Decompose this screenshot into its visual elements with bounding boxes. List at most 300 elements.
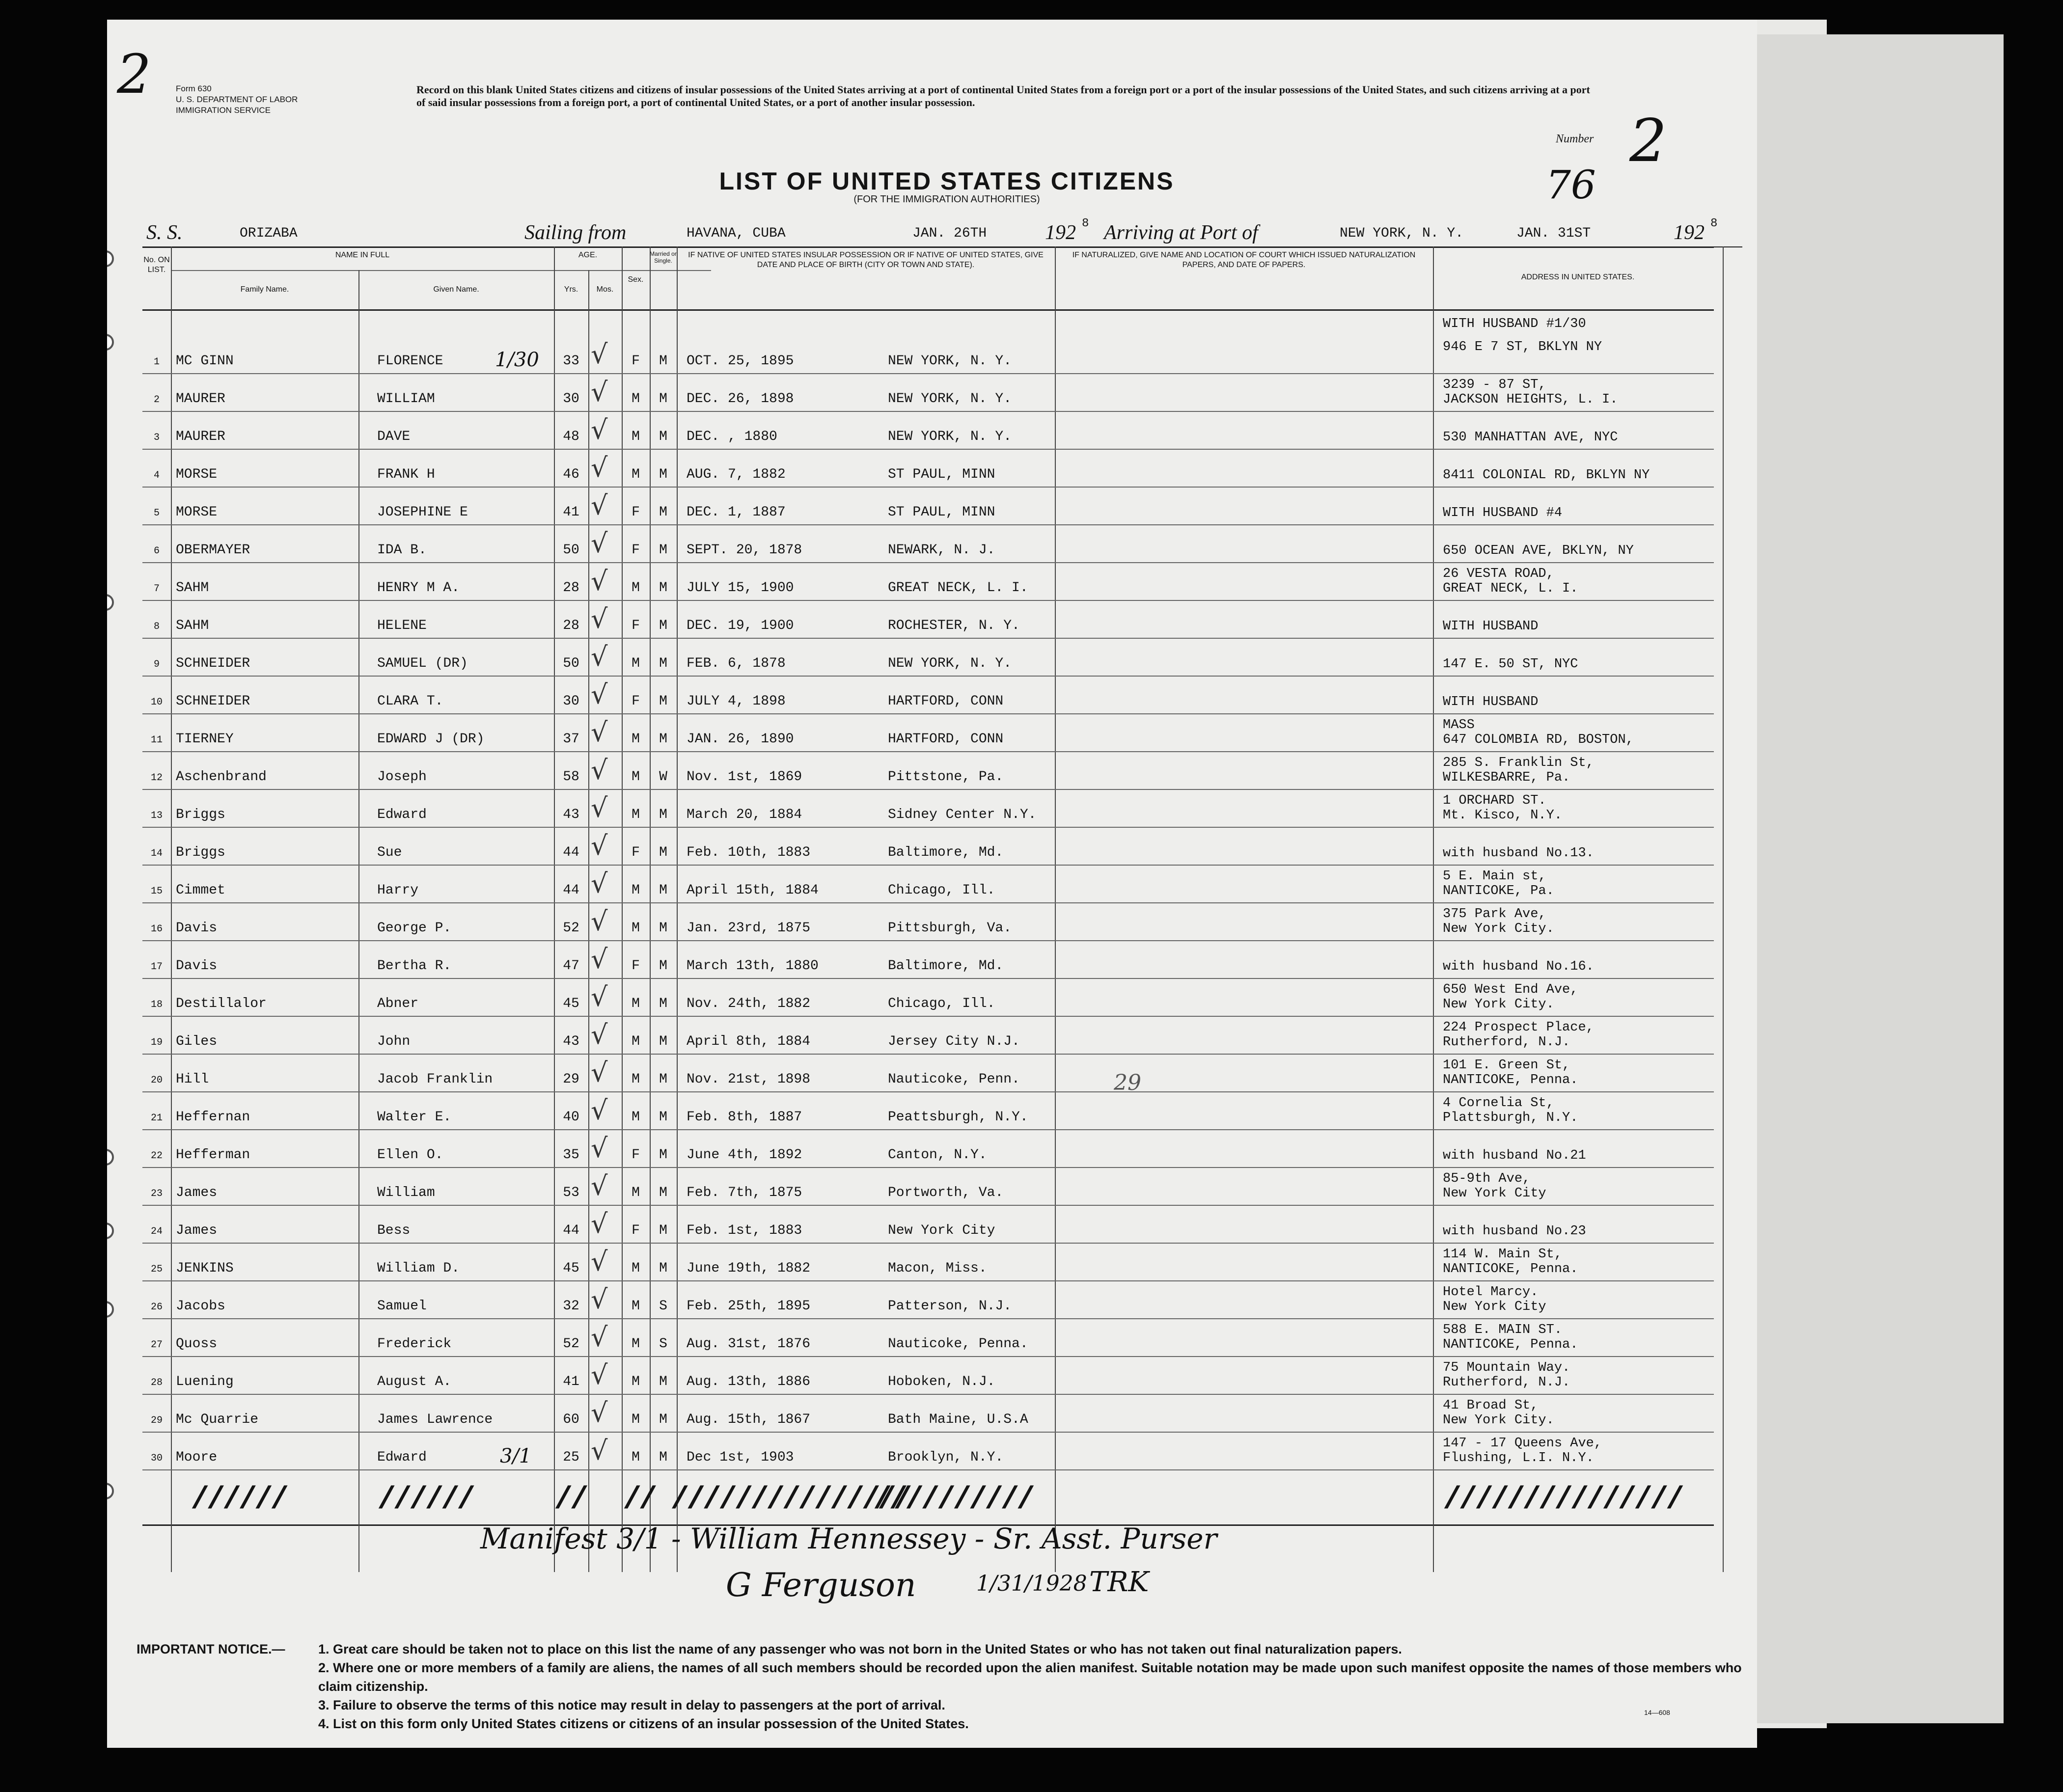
cell-sex: M: [632, 429, 640, 444]
cell-no: 6: [153, 545, 160, 557]
cell-address-line2: WITH HUSBAND: [1443, 619, 1539, 634]
cell-ms: M: [659, 391, 667, 407]
cell-place: NEW YORK, N. Y.: [888, 429, 1012, 444]
ticks-given: //////: [377, 1483, 473, 1518]
cell-no: 3: [153, 432, 160, 443]
cell-place: ROCHESTER, N. Y.: [888, 618, 1020, 633]
row-rule: [142, 751, 1714, 752]
year2-suffix: 8: [1710, 217, 1718, 230]
cell-family: MAURER: [176, 429, 225, 444]
manifest-note: Manifest 3/1 - William Hennessey - Sr. Asst. Purser: [480, 1522, 1217, 1555]
cell-place: Canton, N.Y.: [888, 1147, 987, 1163]
cell-given: DAVE: [377, 429, 411, 444]
cell-age: 40: [563, 1110, 579, 1125]
cell-address-line1: 946 E 7 ST, BKLYN NY: [1443, 340, 1602, 354]
cell-age: 25: [563, 1450, 579, 1465]
cell-given: HELENE: [377, 618, 427, 633]
cell-ms: M: [659, 656, 667, 671]
cell-given: Bess: [377, 1223, 411, 1238]
punch-hole: [107, 1149, 114, 1166]
cell-age: 53: [563, 1185, 579, 1200]
cell-address-line2: NANTICOKE, Penna.: [1443, 1073, 1578, 1087]
checkmark-icon: √: [591, 1133, 608, 1164]
cell-no: 30: [150, 1453, 163, 1464]
cell-sex: F: [632, 618, 640, 633]
ticks-family: //////: [191, 1483, 286, 1518]
cell-dob: DEC. 26, 1898: [687, 391, 794, 407]
cell-family: Hill: [176, 1072, 209, 1087]
cell-sex: M: [632, 769, 640, 785]
handwritten-2-mark: 2: [117, 43, 151, 106]
cell-sex: F: [632, 1147, 640, 1163]
cell-ms: M: [659, 467, 667, 482]
cell-given: Samuel: [377, 1299, 427, 1314]
cell-sex: F: [632, 505, 640, 520]
cell-place: NEWARK, N. J.: [888, 543, 995, 558]
cell-family: Giles: [176, 1034, 218, 1049]
cell-given: EDWARD J (DR): [377, 732, 485, 747]
cell-address-line2: WILKESBARRE, Pa.: [1443, 770, 1570, 785]
number-value: 2: [1629, 107, 1667, 175]
cell-no: 28: [150, 1377, 163, 1388]
cell-place: Chicago, Ill.: [888, 996, 995, 1011]
ticks-place: //////////: [873, 1483, 1033, 1518]
cell-no: 25: [150, 1264, 163, 1275]
cell-family: Quoss: [176, 1336, 218, 1352]
col-mos: Mos.: [596, 285, 614, 294]
checkmark-icon: √: [591, 792, 608, 823]
col-sex: Sex.: [628, 275, 644, 284]
cell-given: HENRY M A.: [377, 580, 460, 596]
cell-age: 58: [563, 769, 579, 785]
cell-no: 27: [150, 1339, 163, 1351]
checkmark-icon: √: [591, 1284, 608, 1315]
row-rule: [142, 1280, 1714, 1281]
cell-family: James: [176, 1223, 218, 1238]
cell-family: Cimmet: [176, 883, 225, 898]
cell-place: Hoboken, N.J.: [888, 1374, 995, 1389]
cell-no: 11: [150, 734, 163, 746]
cell-address-line1: 85-9th Ave,: [1443, 1171, 1531, 1186]
cell-place: Brooklyn, N.Y.: [888, 1450, 1004, 1465]
cell-address-line1: MASS: [1443, 718, 1475, 733]
cell-sex: M: [632, 1299, 640, 1314]
cell-no: 1: [153, 356, 160, 368]
cell-address-line1: 41 Broad St,: [1443, 1398, 1539, 1413]
cell-no: 24: [150, 1226, 163, 1237]
cell-no: 15: [150, 886, 163, 897]
cell-ms: M: [659, 1147, 667, 1163]
cell-dob: April 15th, 1884: [687, 883, 819, 898]
cell-dob: DEC. 19, 1900: [687, 618, 794, 633]
cell-place: Pittstone, Pa.: [888, 769, 1004, 785]
cell-sex: F: [632, 958, 640, 974]
cell-age: 47: [563, 958, 579, 974]
cell-address-line1: 375 Park Ave,: [1443, 907, 1546, 922]
punch-hole: [107, 594, 114, 611]
checkmark-icon: √: [591, 414, 608, 445]
cell-dob: March 20, 1884: [687, 807, 802, 822]
cell-ms: M: [659, 618, 667, 633]
notice-item: 1. Great care should be taken not to place on this list the name of any passenger who was not born in the United States or who has not taken out final naturalization papers.: [318, 1642, 1402, 1656]
cell-age: 41: [563, 505, 579, 520]
checkmark-icon: √: [591, 944, 608, 975]
cell-given: William: [377, 1185, 435, 1200]
instruction-text: Record on this blank United States citizens and citizens of insular possessions of the United States arriving at a port of continental United States from a foreign port or a port of the insular possessions of the United States, and such citizens arriving at a port of said insular possessions from a foreign port, a port of continental United States, or a port of another insular possession.: [416, 83, 1590, 109]
checkmark-icon: √: [591, 755, 608, 786]
checkmark-icon: √: [591, 641, 608, 672]
cell-place: Bath Maine, U.S.A: [888, 1412, 1028, 1427]
cell-dob: Nov. 24th, 1882: [687, 996, 811, 1011]
ticks-age: //: [554, 1483, 586, 1518]
cell-place: HARTFORD, CONN: [888, 694, 1004, 709]
cell-ms: M: [659, 958, 667, 974]
cell-ms: M: [659, 429, 667, 444]
cell-ms: M: [659, 1261, 667, 1276]
cell-address-line1: 101 E. Green St,: [1443, 1058, 1570, 1073]
cell-no: 14: [150, 848, 163, 859]
cell-family: MORSE: [176, 467, 218, 482]
cell-dob: Feb. 7th, 1875: [687, 1185, 802, 1200]
cell-sex: M: [632, 883, 640, 898]
cell-place: Chicago, Ill.: [888, 883, 995, 898]
from-port: HAVANA, CUBA: [687, 226, 786, 241]
cell-sex: M: [632, 1185, 640, 1200]
cell-age: 29: [563, 1072, 579, 1087]
cell-place: Sidney Center N.Y.: [888, 807, 1037, 822]
cell-no: 12: [150, 772, 163, 784]
cell-address-line1: 4 Cornelia St,: [1443, 1096, 1554, 1111]
cell-no: 16: [150, 923, 163, 935]
cell-sex: M: [632, 467, 640, 482]
cell-sex: M: [632, 391, 640, 407]
cell-no: 26: [150, 1302, 163, 1313]
cell-place: NEW YORK, N. Y.: [888, 656, 1012, 671]
mark-29: 29: [1114, 1070, 1141, 1095]
cell-ms: M: [659, 694, 667, 709]
cell-dob: JULY 15, 1900: [687, 580, 794, 596]
row-rule: [142, 865, 1714, 866]
cell-ms: M: [659, 1110, 667, 1125]
checkmark-icon: √: [591, 1359, 608, 1390]
cell-place: Jersey City N.J.: [888, 1034, 1020, 1049]
checkmark-icon: √: [591, 1322, 608, 1353]
arrive-date: JAN. 31ST: [1516, 226, 1591, 241]
cell-address-line2: New York City.: [1443, 922, 1554, 936]
cell-ms: M: [659, 732, 667, 747]
cell-sex: M: [632, 580, 640, 596]
cell-given: Frederick: [377, 1336, 452, 1352]
cell-given: Bertha R.: [377, 958, 452, 974]
cell-dob: Nov. 21st, 1898: [687, 1072, 811, 1087]
checkmark-icon: √: [591, 906, 608, 937]
cell-family: Heffernan: [176, 1110, 250, 1125]
col-given: Given Name.: [433, 285, 479, 294]
cell-address-line1: 114 W. Main St,: [1443, 1247, 1563, 1262]
cell-age: 50: [563, 656, 579, 671]
cell-age: 37: [563, 732, 579, 747]
cell-ms: M: [659, 807, 667, 822]
row-rule: [142, 1356, 1714, 1357]
cell-dob: Aug. 31st, 1876: [687, 1336, 811, 1352]
cell-given: John: [377, 1034, 411, 1049]
cell-family: SAHM: [176, 580, 209, 596]
cell-no: 5: [153, 508, 160, 519]
cell-dob: JULY 4, 1898: [687, 694, 786, 709]
cell-address-line2: 147 E. 50 ST, NYC: [1443, 657, 1578, 672]
cell-address-line2: with husband No.13.: [1443, 846, 1594, 861]
cell-dob: Feb. 1st, 1883: [687, 1223, 802, 1238]
number-label: Number: [1556, 133, 1594, 145]
cell-age: 33: [563, 353, 579, 369]
cell-age: 60: [563, 1412, 579, 1427]
cell-given: JOSEPHINE E: [377, 505, 468, 520]
to-port: NEW YORK, N. Y.: [1340, 226, 1464, 241]
cell-address-line2: New York City: [1443, 1186, 1546, 1201]
cell-given: Walter E.: [377, 1110, 452, 1125]
cell-age: 30: [563, 391, 579, 407]
punch-hole: [107, 334, 114, 351]
cell-no: 8: [153, 621, 160, 632]
initials: TRK: [1089, 1566, 1149, 1598]
cell-given: George P.: [377, 921, 452, 936]
sailing-label: Sailing from: [524, 221, 627, 244]
cell-address-line2: GREAT NECK, L. I.: [1443, 581, 1578, 596]
cell-age: 28: [563, 618, 579, 633]
form-code: 14—608: [1644, 1709, 1670, 1716]
notice-heading: IMPORTANT NOTICE.—: [137, 1642, 285, 1656]
checkmark-icon: √: [591, 377, 608, 407]
cell-address-line2: with husband No.23: [1443, 1224, 1586, 1239]
cell-dob: Aug. 13th, 1886: [687, 1374, 811, 1389]
cell-given: Edward: [377, 807, 427, 822]
checkmark-icon: √: [591, 717, 608, 748]
notice-item: 4. List on this form only United States citizens or citizens of an insular possession of the United States.: [318, 1716, 969, 1731]
cell-sex: M: [632, 732, 640, 747]
cell-age: 45: [563, 996, 579, 1011]
checkmark-icon: √: [591, 528, 608, 559]
cell-dob: Dec 1st, 1903: [687, 1450, 794, 1465]
checkmark-icon: √: [591, 1019, 608, 1050]
cell-address-line2: 650 OCEAN AVE, BKLYN, NY: [1443, 543, 1634, 558]
cell-given: SAMUEL (DR): [377, 656, 468, 671]
cell-address-line1: 26 VESTA ROAD,: [1443, 567, 1554, 581]
cell-family: MAURER: [176, 391, 225, 407]
cell-age: 48: [563, 429, 579, 444]
cell-sex: F: [632, 543, 640, 558]
cell-dob: FEB. 6, 1878: [687, 656, 786, 671]
cell-no: 29: [150, 1415, 163, 1426]
cell-family: Davis: [176, 958, 218, 974]
row-rule: [142, 789, 1714, 790]
cell-no: 7: [153, 583, 160, 595]
cell-family: Aschenbrand: [176, 769, 267, 785]
cell-no: 4: [153, 470, 160, 481]
cell-no: 22: [150, 1150, 163, 1162]
cell-dob: AUG. 7, 1882: [687, 467, 786, 482]
cell-family: TIERNEY: [176, 732, 234, 747]
cell-age: 46: [563, 467, 579, 482]
cell-age: 43: [563, 1034, 579, 1049]
cell-address-line2: Mt. Kisco, N.Y.: [1443, 808, 1563, 823]
cell-place: New York City: [888, 1223, 995, 1238]
cell-sex: M: [632, 1261, 640, 1276]
cell-address-line2: New York City.: [1443, 1413, 1554, 1428]
row-rule: [142, 1243, 1714, 1244]
cell-no: 23: [150, 1188, 163, 1199]
cell-no: 2: [153, 394, 160, 406]
cell-dob: June 4th, 1892: [687, 1147, 802, 1163]
cell-dob: June 19th, 1882: [687, 1261, 811, 1276]
checkmark-icon: √: [591, 1246, 608, 1277]
cell-place: GREAT NECK, L. I.: [888, 580, 1028, 596]
cell-dob: Aug. 15th, 1867: [687, 1412, 811, 1427]
row-rule: [142, 676, 1714, 677]
ticks-sex: // //: [623, 1483, 703, 1518]
page-title: LIST OF UNITED STATES CITIZENS: [719, 167, 1175, 195]
cell-dob: JAN. 26, 1890: [687, 732, 794, 747]
year1-suffix: 8: [1082, 217, 1089, 230]
col-no: No. ON LIST.: [143, 256, 170, 274]
cell-age: 30: [563, 694, 579, 709]
cell-sex: F: [632, 1223, 640, 1238]
manifest-sheet: [107, 20, 1757, 1748]
cell-place: ST PAUL, MINN: [888, 505, 995, 520]
signature: G Ferguson: [726, 1566, 916, 1604]
passenger-table: [107, 20, 1757, 1748]
cell-family: Jacobs: [176, 1299, 225, 1314]
col-name-in-full: NAME IN FULL: [335, 251, 390, 259]
col-native: IF NATIVE OF UNITED STATES INSULAR POSSESSION OR IF NATIVE OF UNITED STATES, GIVE DATE AND PLACE OF BIRTH (CITY OR TOWN AND STATE).: [688, 251, 1044, 269]
cell-sex: M: [632, 996, 640, 1011]
cell-no: 17: [150, 961, 163, 973]
handwritten-note: 3/1: [500, 1445, 532, 1467]
cell-ms: M: [659, 1034, 667, 1049]
cell-age: 45: [563, 1261, 579, 1276]
cell-address-line2: with husband No.16.: [1443, 959, 1594, 974]
cell-address-line2: with husband No.21: [1443, 1148, 1586, 1163]
cell-address-line1: 224 Prospect Place,: [1443, 1020, 1594, 1035]
cell-dob: Feb. 8th, 1887: [687, 1110, 802, 1125]
col-married: Married or Single.: [650, 250, 677, 264]
cell-family: Hefferman: [176, 1147, 250, 1163]
cell-place: NEW YORK, N. Y.: [888, 391, 1012, 407]
cell-place: ST PAUL, MINN: [888, 467, 995, 482]
cell-sex: M: [632, 1072, 640, 1087]
cell-sex: M: [632, 1412, 640, 1427]
cell-given: IDA B.: [377, 543, 427, 558]
handwritten-note: 1/30: [495, 349, 539, 371]
row-rule: [142, 638, 1714, 639]
punch-hole: [107, 250, 114, 267]
cell-family: Briggs: [176, 807, 225, 822]
cell-no: 19: [150, 1037, 163, 1048]
cell-no: 20: [150, 1075, 163, 1086]
checkmark-icon: √: [591, 981, 608, 1012]
cell-address-line1: 1 ORCHARD ST.: [1443, 793, 1546, 808]
cell-place: NEW YORK, N. Y.: [888, 353, 1012, 369]
cell-place: Pittsburgh, Va.: [888, 921, 1012, 936]
notice-item: 2. Where one or more members of a family are aliens, the names of all such members should be recorded upon the alien manifest. Suitable notation may be made upon such manifest opposite the names of those members who claim citizenship.: [318, 1660, 1742, 1694]
checkmark-icon: √: [591, 1170, 608, 1201]
department: U. S. DEPARTMENT OF LABOR: [176, 95, 298, 104]
cell-address-line2: 530 MANHATTAN AVE, NYC: [1443, 430, 1618, 445]
cell-place: Peattsburgh, N.Y.: [888, 1110, 1028, 1125]
cell-family: OBERMAYER: [176, 543, 250, 558]
cell-family: Luening: [176, 1374, 234, 1389]
row-rule: [142, 487, 1714, 488]
cell-given: Jacob Franklin: [377, 1072, 493, 1087]
cell-family: SAHM: [176, 618, 209, 633]
sail-date: JAN. 26TH: [912, 226, 987, 241]
cell-ms: S: [659, 1336, 667, 1352]
cell-family: SCHNEIDER: [176, 656, 250, 671]
cell-no: 18: [150, 999, 163, 1010]
cell-age: 44: [563, 845, 579, 860]
cell-place: Patterson, N.J.: [888, 1299, 1012, 1314]
punch-hole: [107, 1301, 114, 1318]
cell-address-line2: 8411 COLONIAL RD, BKLYN NY: [1443, 468, 1650, 483]
cell-ms: M: [659, 1450, 667, 1465]
cell-ms: M: [659, 921, 667, 936]
form-number: Form 630: [176, 84, 212, 93]
checkmark-icon: √: [591, 1095, 608, 1126]
cell-sex: F: [632, 353, 640, 369]
checkmark-icon: √: [591, 1435, 608, 1466]
cell-ms: M: [659, 1374, 667, 1389]
cell-address-line1: 285 S. Franklin St,: [1443, 756, 1594, 770]
row-rule: [142, 1167, 1714, 1168]
cell-family: Destillalor: [176, 996, 267, 1011]
cell-given: Joseph: [377, 769, 427, 785]
checkmark-icon: √: [591, 1057, 608, 1088]
cell-no: 9: [153, 659, 160, 670]
cell-given: Edward: [377, 1450, 427, 1465]
row-rule: [142, 1394, 1714, 1395]
row-rule: [142, 940, 1714, 941]
cell-address-line2: NANTICOKE, Pa.: [1443, 884, 1554, 898]
cell-age: 41: [563, 1374, 579, 1389]
cell-dob: DEC. 1, 1887: [687, 505, 786, 520]
cell-ms: M: [659, 580, 667, 596]
cell-sex: M: [632, 656, 640, 671]
cell-address-line2: WITH HUSBAND #4: [1443, 506, 1563, 520]
col-family: Family Name.: [240, 285, 289, 294]
checkmark-icon: √: [591, 679, 608, 710]
cell-address-line2: WITH HUSBAND: [1443, 695, 1539, 709]
cell-sex: M: [632, 1110, 640, 1125]
cell-ms: M: [659, 1223, 667, 1238]
cell-sex: M: [632, 1034, 640, 1049]
ship-name: ORIZABA: [240, 226, 298, 241]
cell-dob: April 8th, 1884: [687, 1034, 811, 1049]
cell-dob: March 13th, 1880: [687, 958, 819, 974]
cell-place: Nauticoke, Penna.: [888, 1336, 1028, 1352]
cell-sex: M: [632, 1336, 640, 1352]
cell-address-line2: New York City.: [1443, 997, 1554, 1012]
row-rule: [142, 978, 1714, 979]
cell-address-line2: NANTICOKE, Penna.: [1443, 1337, 1578, 1352]
cell-no: 21: [150, 1113, 163, 1124]
cell-dob: DEC. , 1880: [687, 429, 777, 444]
row-rule: [142, 524, 1714, 525]
row-rule: [142, 411, 1714, 412]
cell-age: 52: [563, 921, 579, 936]
cell-no: 13: [150, 810, 163, 821]
checkmark-icon: √: [591, 1397, 608, 1428]
service: IMMIGRATION SERVICE: [176, 106, 271, 115]
arriving-label: Arriving at Port of: [1104, 221, 1258, 244]
